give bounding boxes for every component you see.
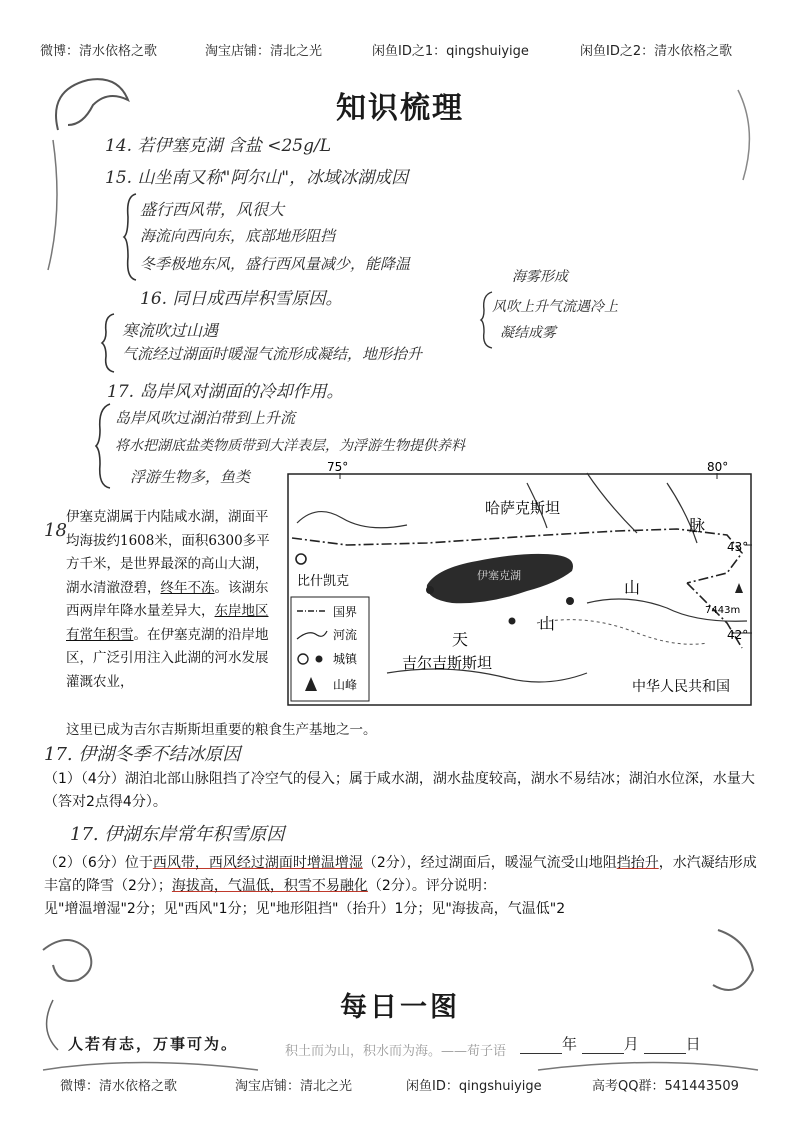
note-17: 17. 岛岸风对湖面的冷却作用。 [107, 382, 344, 402]
legend-river-label: 河流 [333, 628, 358, 642]
city-south [509, 618, 516, 625]
note-15a: 盛行西风带，风很大 [140, 200, 285, 219]
footer-taobao: 淘宝店铺：清北之光 [235, 1079, 353, 1094]
header-xianyu-1: 闲鱼ID之1：qingshuiyige [372, 44, 529, 59]
passage-text [66, 506, 281, 694]
note-15: 15. 山坐南又称"阿尔山"，冰域冰湖成因 [105, 168, 409, 188]
label-peak: 7443m [705, 605, 741, 616]
faded-quote: 积土而为山，积水而为海。——荀子语 [285, 1044, 507, 1059]
year-blank[interactable] [520, 1039, 562, 1054]
brace-15 [122, 192, 140, 282]
motto: 人若有志，万事可为。 [68, 1035, 239, 1053]
answer-2-scoring: 见"增温增湿"2分；见"西风"1分；见"地形阻挡"（抬升）1分；见"海拔高，气温低"2 [44, 901, 566, 917]
legend-city-label: 城镇 [333, 652, 358, 666]
label-lon-80: 80° [707, 460, 729, 474]
side-note-1: 海雾形成 [512, 269, 568, 285]
label-lat-43: 43° [727, 540, 749, 554]
note-question-2: 17. 伊湖东岸常年积雪原因 [70, 824, 285, 845]
header-taobao: 淘宝店铺：清北之光 [205, 44, 323, 59]
label-mountain-4: 脉 [689, 516, 706, 535]
note-17b: 将水把湖底盐类物质带到大洋表层，为浮游生物提供养料 [115, 438, 465, 454]
year-label: 年 [562, 1035, 578, 1053]
side-note-2: 风吹上升气流遇冷上 [492, 299, 618, 315]
label-kazakhstan: 哈萨克斯坦 [485, 499, 561, 517]
header-weibo: 微博：清水依格之歌 [40, 44, 158, 59]
brace-16 [100, 312, 118, 374]
legend-peak-label: 山峰 [333, 678, 358, 692]
month-label: 月 [623, 1035, 639, 1053]
legend-city-symbol [316, 656, 323, 663]
answer-2-part-1: 位于 [124, 855, 153, 871]
brace-side [480, 290, 494, 350]
issyk-kul-map [287, 460, 752, 706]
label-china: 中华人民共和国 [632, 679, 730, 695]
answer-2-part-2: （2分），经过湖面后，暖湿气流受山地阻 [362, 855, 617, 871]
note-16b: 气流经过湖面时暖湿气流形成凝结，地形抬升 [122, 345, 423, 363]
answer-1-text: 湖泊北部山脉阻挡了冷空气的侵入；属于咸水湖，湖水盐度较高，湖水不易结冰；湖泊水位深，水量大（答对2点得4分）。 [44, 771, 755, 810]
label-mountain-2: 山 [539, 614, 556, 633]
legend-border-label: 国界 [333, 605, 358, 619]
city-east [566, 597, 574, 605]
note-16: 16. 同日成西岸积雪原因。 [140, 289, 343, 309]
passage-part-b: 。该湖东西两岸年降水量差异大， [66, 579, 269, 619]
note-question-1: 17. 伊湖冬季不结冰原因 [44, 744, 241, 765]
label-mountain-1: 天 [452, 630, 469, 649]
header-xianyu-2: 闲鱼ID之2：清水依格之歌 [580, 44, 733, 59]
note-17a: 岛岸风吹过湖泊带到上升流 [115, 409, 296, 427]
month-blank[interactable] [582, 1039, 624, 1054]
day-blank[interactable] [644, 1039, 686, 1054]
answer-1 [44, 768, 759, 814]
capital-marker [296, 554, 306, 564]
note-15c: 冬季极地东风，盛行西风量减少，能降温 [140, 255, 411, 273]
answer-2-part-4: （2分）。评分说明： [367, 878, 496, 894]
label-lat-42: 42° [727, 628, 749, 642]
legend-box [291, 597, 369, 701]
answer-2-highlight-2: 挡抬升 [616, 855, 659, 871]
note-17c: 浮游生物多，鱼类 [130, 468, 251, 486]
page-title: 知识梳理 [336, 91, 464, 126]
answer-2-part-3: ，水汽凝结形成丰富的降雪（2分）； [44, 855, 757, 894]
passage-underline-2: 东岸地区有常年积雪 [66, 603, 269, 643]
side-note-3: 凝结成雾 [500, 325, 556, 341]
footer-xianyu: 闲鱼ID：qingshuiyige [406, 1079, 542, 1094]
label-kyrgyzstan: 吉尔吉斯斯坦 [402, 654, 493, 672]
footer-qq: 高考QQ群：541443509 [592, 1079, 739, 1094]
label-mountain-3: 山 [624, 578, 641, 597]
note-18: 18 [44, 520, 67, 541]
passage-part-c: 。在伊塞克湖的沿岸地区，广泛引用注入此湖的河水发展灌溉农业， [66, 626, 269, 690]
answer-2-highlight-3: 海拔高，气温低，积雪不易融化 [171, 878, 368, 894]
label-bishkek: 比什凯克 [297, 574, 350, 589]
note-15b: 海流向西向东，底部地形阻挡 [140, 227, 336, 245]
answer-2-label: （2）（6分） [44, 855, 125, 871]
footer-weibo: 微博：清水依格之歌 [60, 1079, 178, 1094]
answer-2 [44, 852, 764, 921]
day-label: 日 [685, 1035, 701, 1053]
passage-underline-1: 终年不冻 [160, 579, 215, 596]
label-lake: 伊塞克湖 [477, 569, 521, 582]
city-west [426, 586, 434, 594]
legend-capital-symbol [298, 654, 308, 664]
label-lon-75: 75° [327, 460, 349, 474]
passage-tail: 这里已成为吉尔吉斯斯坦重要的粮食生产基地之一。 [66, 722, 377, 738]
note-14: 14. 若伊塞克湖 含盐 <25g/L [105, 136, 332, 156]
note-16a: 寒流吹过山遇 [122, 321, 219, 340]
answer-2-highlight-1: 西风带，西风经过湖面时增温增湿 [152, 855, 363, 871]
daily-title: 每日一图 [340, 992, 460, 1023]
brace-17 [94, 402, 114, 490]
passage-part-a: 伊塞克湖属于内陆咸水湖，湖面平均海拔约1608米，面积6300多平方千米，是世界最深的高山大湖，湖水清澈澄碧， [66, 509, 270, 596]
map-legend [291, 597, 369, 701]
answer-1-label: （1）（4分） [44, 771, 125, 787]
date-line [520, 1033, 701, 1054]
